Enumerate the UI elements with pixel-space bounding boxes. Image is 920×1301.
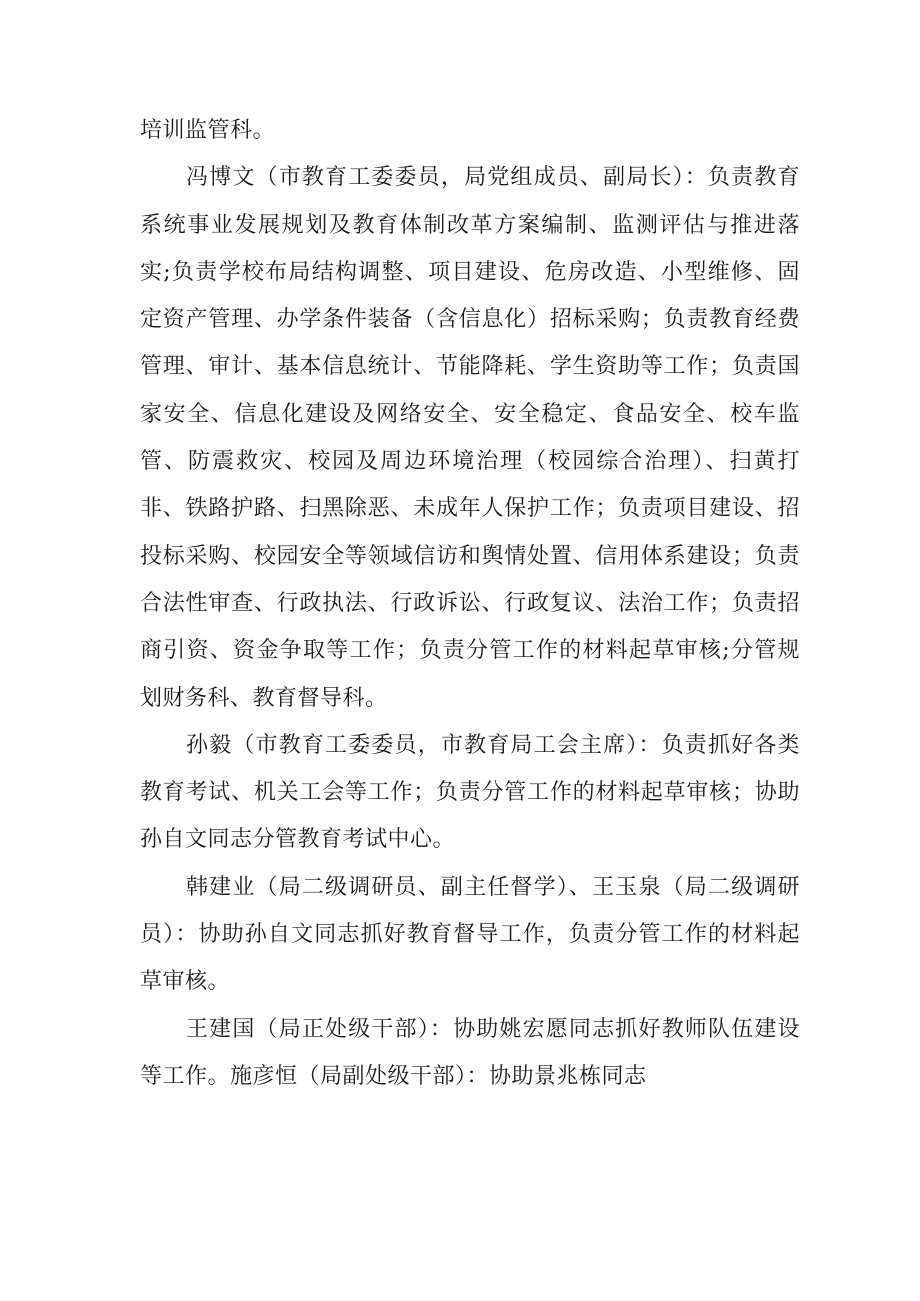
- paragraph-han-jianye-wang-yuquan: 韩建业（局二级调研员、副主任督学）、王玉泉（局二级调研员）：协助孙自文同志抓好教育督导工作，负责分管工作的材料起草审核。: [140, 874, 800, 995]
- document-page: [140, 107, 800, 1100]
- paragraph-wang-jianguo-shi-yanheng: 王建国（局正处级干部）：协助姚宏愿同志抓好教师队伍建设等工作。施彦恒（局副处级干部）：协助景兆栋同志: [140, 1016, 800, 1089]
- paragraph-continuation: 培训监管科。: [140, 118, 276, 143]
- paragraph-feng-bowen: 冯博文（市教育工委委员，局党组成员、副局长）：负责教育系统事业发展规划及教育体制改革方案编制、监测评估与推进落实;负责学校布局结构调整、项目建设、危房改造、小型维修、固定资产管理、办学条件装备（含信息化）招标采购；负责教育经费管理、审计、基本信息统计、节能降耗、学生资助等工作；负责国家安全、信息化建设及网络安全、安全稳定、食品安全、校车监管、防震救灾、校园及周边环境治理（校园综合治理）、扫黄打非、铁路护路、扫黑除恶、未成年人保护工作；负责项目建设、招投标采购、校园安全等领域信访和舆情处置、信用体系建设；负责合法性审查、行政执法、行政诉讼、行政复议、法治工作；负责招商引资、资金争取等工作；负责分管工作的材料起草审核;分管规划财务科、教育督导科。: [140, 165, 800, 711]
- paragraph-sun-yi: 孙毅（市教育工委委员，市教育局工会主席）：负责抓好各类教育考试、机关工会等工作；负责分管工作的材料起草审核；协助孙自文同志分管教育考试中心。: [140, 732, 800, 853]
